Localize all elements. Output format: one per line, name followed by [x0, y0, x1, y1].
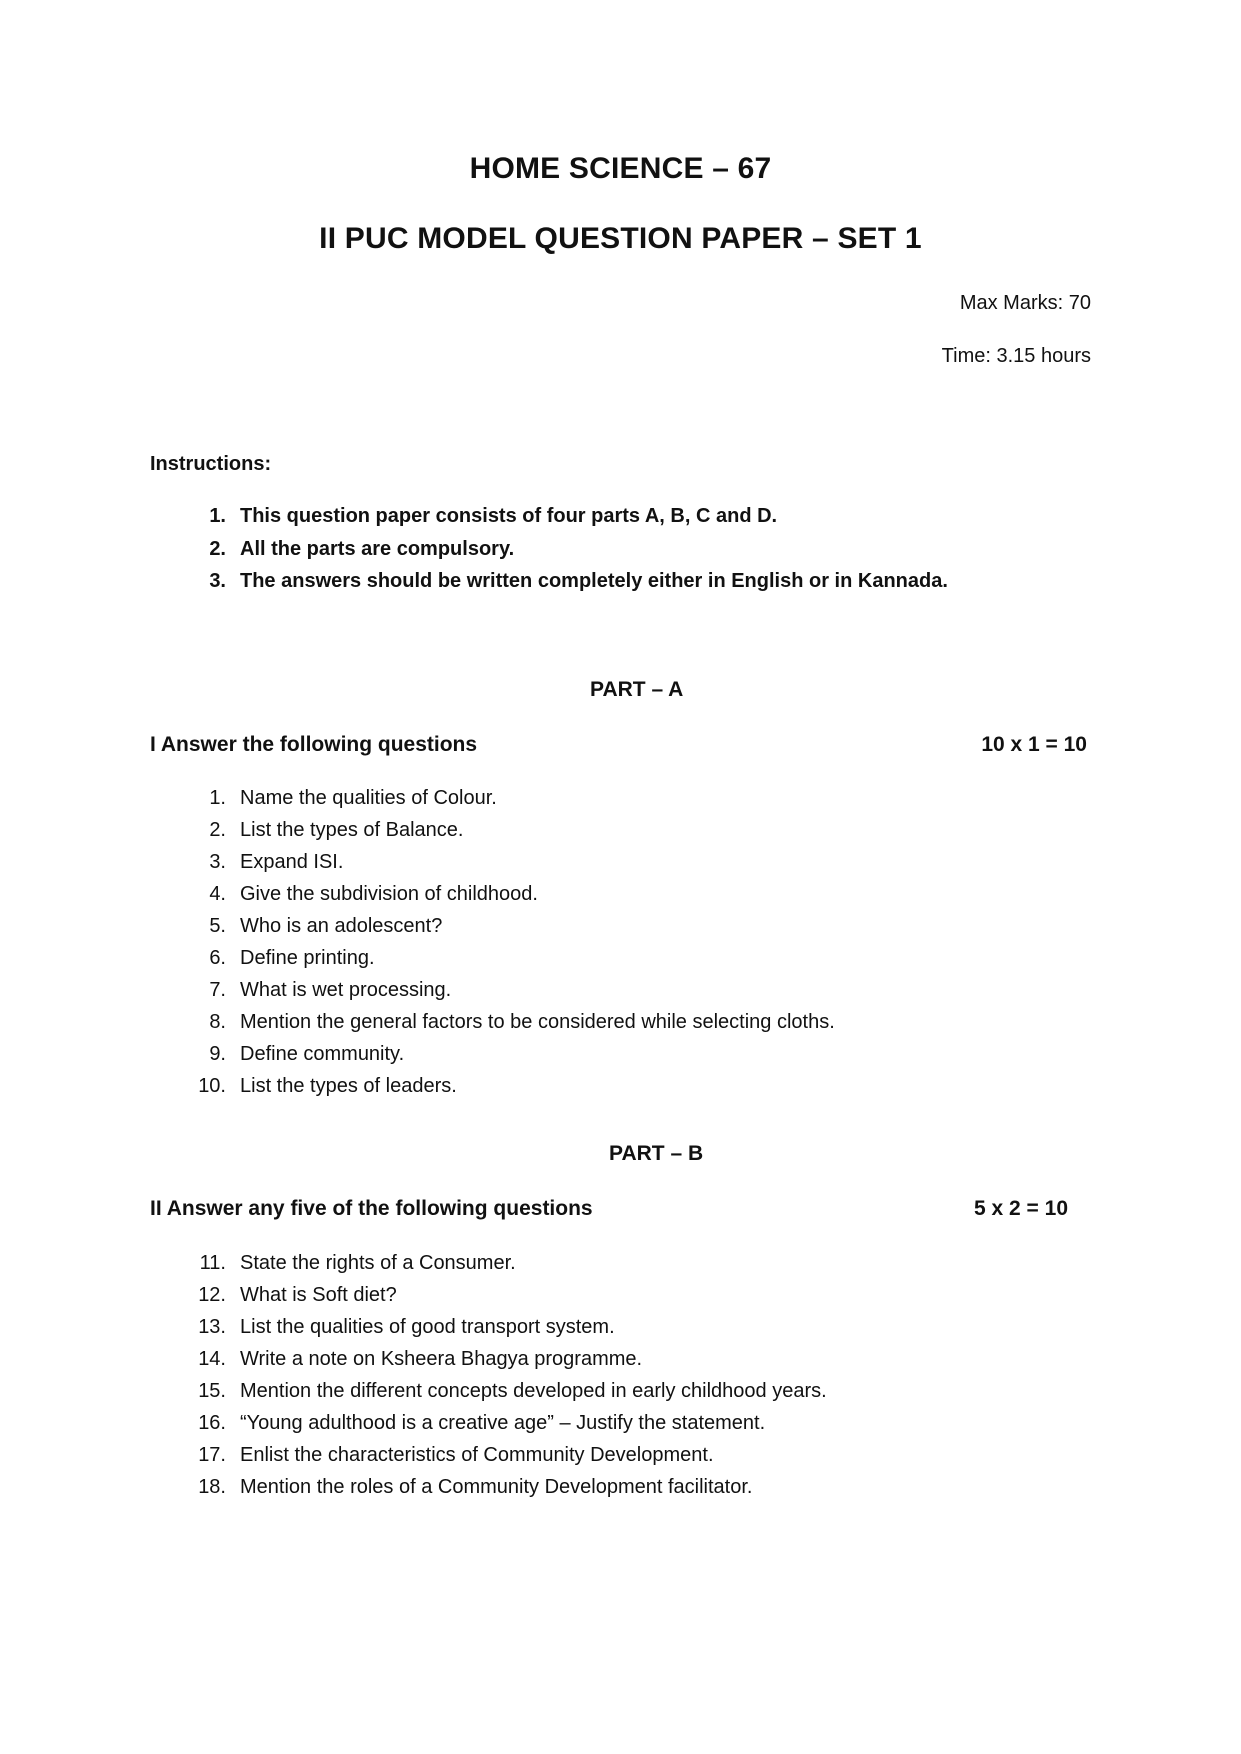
item-text: All the parts are compulsory. [240, 537, 515, 560]
item-number: 1. [209, 505, 226, 527]
question-item [180, 1285, 827, 1317]
question-item [180, 852, 835, 884]
question-text: Mention the roles of a Community Development facilitator. [240, 1476, 753, 1498]
question-number: 15. [198, 1380, 226, 1402]
question-item [180, 916, 835, 948]
question-item [180, 1317, 827, 1349]
question-text: Mention the different concepts developed in early childhood years. [240, 1380, 827, 1402]
question-item [180, 1012, 835, 1044]
question-number: 18. [198, 1476, 226, 1498]
question-item [180, 948, 835, 980]
question-text: Write a note on Ksheera Bhagya programme. [240, 1348, 643, 1370]
question-text: “Young adulthood is a creative age” – Justify the statement. [240, 1412, 766, 1434]
question-number: 4. [209, 883, 226, 905]
question-number: 8. [209, 1011, 226, 1033]
part-b-marks: 5 x 2 = 10 [974, 1197, 1068, 1220]
part-a-marks: 10 x 1 = 10 [981, 733, 1087, 756]
list-item [180, 506, 948, 539]
question-item [180, 1477, 827, 1509]
part-b-heading: II Answer any five of the following questions [150, 1197, 593, 1220]
question-text: Name the qualities of Colour. [240, 787, 497, 809]
part-b-title: PART – B [609, 1142, 704, 1165]
item-number: 3. [209, 570, 226, 592]
part-a-heading: I Answer the following questions [150, 733, 478, 756]
question-number: 3. [209, 851, 226, 873]
question-number: 10. [198, 1075, 226, 1097]
question-text: List the types of Balance. [240, 819, 464, 841]
question-number: 17. [198, 1444, 226, 1466]
question-text: List the qualities of good transport system. [240, 1316, 615, 1338]
question-item [180, 1381, 827, 1413]
question-number: 5. [209, 915, 226, 937]
list-item [180, 571, 948, 604]
question-text: Mention the general factors to be considered while selecting cloths. [240, 1011, 835, 1033]
item-text: This question paper consists of four parts A, B, C and D. [240, 505, 778, 527]
paper-title: HOME SCIENCE – 67 [469, 152, 772, 185]
instructions-list [180, 506, 948, 604]
question-text: Expand ISI. [240, 851, 344, 873]
question-item [180, 1413, 827, 1445]
question-number: 13. [198, 1316, 226, 1338]
question-number: 9. [209, 1043, 226, 1065]
question-item [180, 1044, 835, 1076]
question-number: 12. [198, 1284, 226, 1306]
question-number: 14. [198, 1348, 226, 1370]
question-number: 1. [209, 787, 226, 809]
item-text: The answers should be written completely either in English or in Kannada. [240, 570, 948, 592]
question-text: What is wet processing. [240, 979, 452, 1001]
max-marks: Max Marks: 70 [959, 292, 1091, 314]
question-item [180, 1445, 827, 1477]
question-text: Define community. [240, 1043, 405, 1065]
question-text: What is Soft diet? [240, 1284, 397, 1306]
time-allowed: Time: 3.15 hours [941, 345, 1091, 367]
question-text: List the types of leaders. [240, 1075, 457, 1097]
instructions-heading: Instructions: [150, 453, 272, 475]
part-a-title: PART – A [590, 678, 684, 701]
question-text: Define printing. [240, 947, 375, 969]
question-text: Enlist the characteristics of Community Development. [240, 1444, 714, 1466]
item-number: 2. [209, 537, 226, 560]
question-item [180, 884, 835, 916]
question-number: 2. [209, 819, 226, 841]
question-number: 6. [209, 947, 226, 969]
question-number: 7. [209, 979, 226, 1001]
paper-subtitle: II PUC MODEL QUESTION PAPER – SET 1 [319, 222, 922, 255]
question-text: Who is an adolescent? [240, 915, 443, 937]
list-item [180, 539, 948, 572]
part-b-questions [180, 1253, 827, 1509]
question-item [180, 1253, 827, 1285]
question-text: Give the subdivision of childhood. [240, 883, 538, 905]
question-item [180, 1349, 827, 1381]
question-item [180, 788, 835, 820]
question-item [180, 820, 835, 852]
question-item [180, 1076, 835, 1108]
question-text: State the rights of a Consumer. [240, 1252, 516, 1274]
question-number: 16. [198, 1412, 226, 1434]
part-a-questions [180, 788, 835, 1108]
question-number: 11. [199, 1252, 226, 1274]
question-item [180, 980, 835, 1012]
